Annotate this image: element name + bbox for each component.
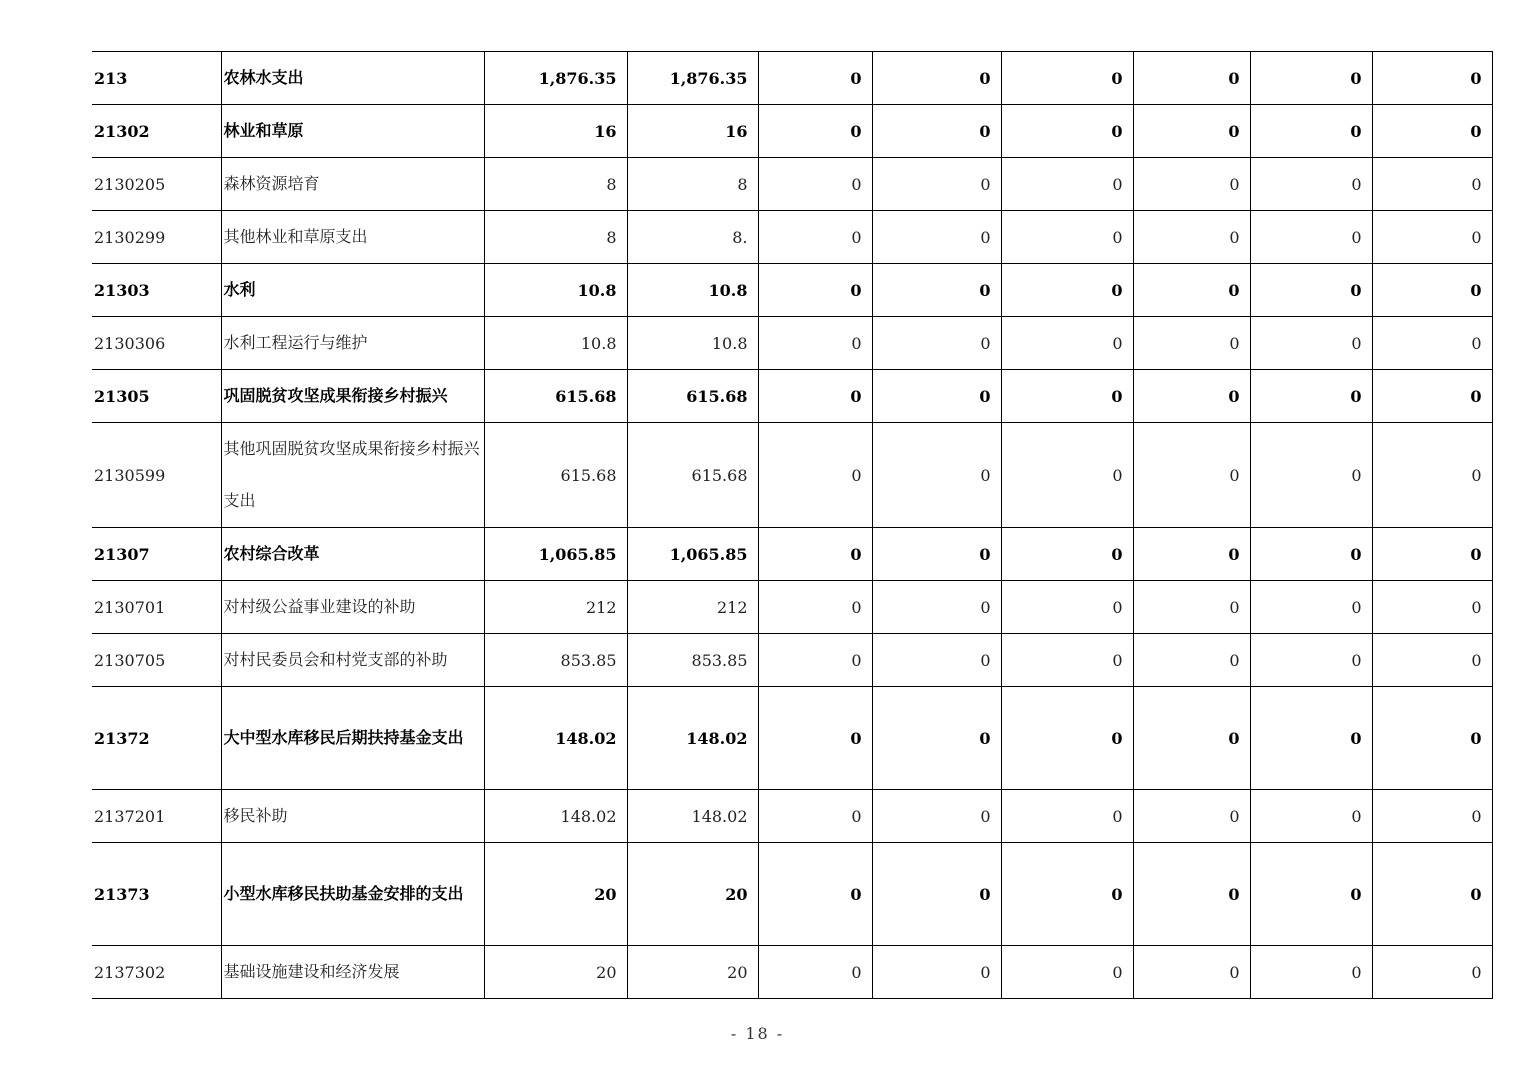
table-row — [92, 581, 1492, 634]
amount-cell: 0 — [872, 317, 1001, 370]
subject-code-cell: 2130705 — [92, 634, 221, 687]
subject-code-cell: 2130599 — [92, 423, 221, 528]
amount-cell: 0 — [1001, 528, 1133, 581]
amount-cell: 615.68 — [627, 370, 758, 423]
amount-cell: 1,065.85 — [484, 528, 627, 581]
table-row — [92, 317, 1492, 370]
table-row — [92, 634, 1492, 687]
amount-cell: 8 — [484, 211, 627, 264]
amount-cell: 615.68 — [484, 423, 627, 528]
amount-cell: 0 — [1001, 370, 1133, 423]
subject-code-cell: 21372 — [92, 687, 221, 790]
amount-cell: 0 — [1250, 264, 1372, 317]
subject-name-cell: 其他巩固脱贫攻坚成果衔接乡村振兴支出 — [221, 423, 484, 528]
amount-cell: 0 — [1133, 843, 1250, 946]
amount-cell: 0 — [1250, 105, 1372, 158]
amount-cell: 0 — [1001, 843, 1133, 946]
amount-cell: 0 — [758, 581, 872, 634]
subject-code-cell: 21307 — [92, 528, 221, 581]
table-row — [92, 687, 1492, 790]
amount-cell: 0 — [1133, 528, 1250, 581]
amount-cell: 0 — [872, 790, 1001, 843]
amount-cell: 0 — [1372, 790, 1492, 843]
amount-cell: 1,876.35 — [484, 52, 627, 105]
table-row — [92, 790, 1492, 843]
amount-cell: 0 — [1250, 634, 1372, 687]
table-row — [92, 105, 1492, 158]
table-row — [92, 528, 1492, 581]
amount-cell: 0 — [1372, 843, 1492, 946]
amount-cell: 0 — [758, 423, 872, 528]
amount-cell: 0 — [1372, 581, 1492, 634]
amount-cell: 0 — [758, 264, 872, 317]
subject-code-cell: 2137302 — [92, 946, 221, 999]
amount-cell: 0 — [1250, 790, 1372, 843]
amount-cell: 0 — [1250, 687, 1372, 790]
amount-cell: 0 — [1001, 158, 1133, 211]
subject-name-cell: 水利工程运行与维护 — [221, 317, 484, 370]
subject-code-cell: 2130205 — [92, 158, 221, 211]
amount-cell: 0 — [1250, 211, 1372, 264]
subject-name-cell: 大中型水库移民后期扶持基金支出 — [221, 687, 484, 790]
amount-cell: 0 — [1250, 317, 1372, 370]
amount-cell: 0 — [872, 634, 1001, 687]
amount-cell: 0 — [1250, 370, 1372, 423]
amount-cell: 0 — [1250, 843, 1372, 946]
amount-cell: 0 — [872, 105, 1001, 158]
amount-cell: 0 — [1001, 687, 1133, 790]
amount-cell: 0 — [1133, 52, 1250, 105]
amount-cell: 615.68 — [484, 370, 627, 423]
amount-cell: 0 — [1372, 105, 1492, 158]
subject-code-cell: 2130701 — [92, 581, 221, 634]
amount-cell: 0 — [1372, 946, 1492, 999]
page-number: - 18 - — [730, 1024, 785, 1043]
table-row — [92, 370, 1492, 423]
amount-cell: 20 — [484, 946, 627, 999]
amount-cell: 0 — [872, 843, 1001, 946]
amount-cell: 0 — [1372, 634, 1492, 687]
amount-cell: 20 — [484, 843, 627, 946]
amount-cell: 0 — [1001, 105, 1133, 158]
amount-cell: 212 — [627, 581, 758, 634]
amount-cell: 10.8 — [627, 264, 758, 317]
amount-cell: 16 — [484, 105, 627, 158]
amount-cell: 0 — [1001, 581, 1133, 634]
amount-cell: 0 — [758, 105, 872, 158]
subject-code-cell: 21302 — [92, 105, 221, 158]
amount-cell: 0 — [1133, 423, 1250, 528]
amount-cell: 0 — [1133, 317, 1250, 370]
amount-cell: 0 — [1001, 52, 1133, 105]
amount-cell: 0 — [1001, 946, 1133, 999]
amount-cell: 0 — [872, 158, 1001, 211]
amount-cell: 0 — [1250, 423, 1372, 528]
amount-cell: 0 — [1372, 370, 1492, 423]
amount-cell: 212 — [484, 581, 627, 634]
amount-cell: 0 — [872, 946, 1001, 999]
amount-cell: 0 — [1250, 52, 1372, 105]
table-row — [92, 211, 1492, 264]
amount-cell: 0 — [1133, 370, 1250, 423]
subject-name-cell: 对村民委员会和村党支部的补助 — [221, 634, 484, 687]
amount-cell: 0 — [1001, 264, 1133, 317]
table-row — [92, 264, 1492, 317]
table-row — [92, 52, 1492, 105]
table-row — [92, 158, 1492, 211]
amount-cell: 0 — [1133, 158, 1250, 211]
amount-cell: 0 — [758, 370, 872, 423]
subject-name-cell: 对村级公益事业建设的补助 — [221, 581, 484, 634]
amount-cell: 0 — [872, 687, 1001, 790]
amount-cell: 10.8 — [627, 317, 758, 370]
amount-cell: 0 — [1001, 317, 1133, 370]
subject-code-cell: 2130299 — [92, 211, 221, 264]
amount-cell: 0 — [1133, 790, 1250, 843]
amount-cell: 0 — [1133, 264, 1250, 317]
amount-cell: 0 — [1250, 528, 1372, 581]
amount-cell: 0 — [1001, 634, 1133, 687]
amount-cell: 0 — [758, 687, 872, 790]
amount-cell: 10.8 — [484, 317, 627, 370]
amount-cell: 0 — [872, 211, 1001, 264]
amount-cell: 0 — [872, 52, 1001, 105]
subject-name-cell: 水利 — [221, 264, 484, 317]
amount-cell: 148.02 — [484, 790, 627, 843]
amount-cell: 853.85 — [627, 634, 758, 687]
amount-cell: 8 — [627, 158, 758, 211]
amount-cell: 0 — [758, 158, 872, 211]
amount-cell: 0 — [758, 317, 872, 370]
amount-cell: 20 — [627, 946, 758, 999]
subject-code-cell: 2130306 — [92, 317, 221, 370]
amount-cell: 10.8 — [484, 264, 627, 317]
amount-cell: 0 — [872, 264, 1001, 317]
amount-cell: 0 — [1372, 317, 1492, 370]
amount-cell: 16 — [627, 105, 758, 158]
amount-cell: 0 — [1001, 211, 1133, 264]
subject-code-cell: 2137201 — [92, 790, 221, 843]
amount-cell: 20 — [627, 843, 758, 946]
amount-cell: 0 — [1250, 581, 1372, 634]
amount-cell: 0 — [872, 370, 1001, 423]
amount-cell: 0 — [1372, 52, 1492, 105]
subject-name-cell: 农林水支出 — [221, 52, 484, 105]
table-row — [92, 423, 1492, 528]
amount-cell: 0 — [758, 528, 872, 581]
amount-cell: 0 — [758, 843, 872, 946]
amount-cell: 0 — [1372, 687, 1492, 790]
amount-cell: 1,065.85 — [627, 528, 758, 581]
amount-cell: 1,876.35 — [627, 52, 758, 105]
subject-name-cell: 小型水库移民扶助基金安排的支出 — [221, 843, 484, 946]
amount-cell: 0 — [758, 52, 872, 105]
amount-cell: 615.68 — [627, 423, 758, 528]
subject-name-cell: 基础设施建设和经济发展 — [221, 946, 484, 999]
subject-name-cell: 森林资源培育 — [221, 158, 484, 211]
amount-cell: 0 — [1001, 423, 1133, 528]
amount-cell: 0 — [1001, 790, 1133, 843]
subject-code-cell: 21305 — [92, 370, 221, 423]
amount-cell: 0 — [1372, 528, 1492, 581]
subject-name-cell: 巩固脱贫攻坚成果衔接乡村振兴 — [221, 370, 484, 423]
amount-cell: 0 — [872, 423, 1001, 528]
amount-cell: 0 — [1372, 158, 1492, 211]
subject-name-cell: 其他林业和草原支出 — [221, 211, 484, 264]
amount-cell: 148.02 — [484, 687, 627, 790]
table-row — [92, 946, 1492, 999]
budget-table — [92, 51, 1493, 999]
amount-cell: 0 — [1133, 105, 1250, 158]
amount-cell: 0 — [1372, 211, 1492, 264]
amount-cell: 0 — [758, 790, 872, 843]
table-row — [92, 843, 1492, 946]
subject-code-cell: 21373 — [92, 843, 221, 946]
amount-cell: 0 — [872, 528, 1001, 581]
amount-cell: 0 — [1372, 264, 1492, 317]
amount-cell: 0 — [872, 581, 1001, 634]
amount-cell: 0 — [1133, 946, 1250, 999]
subject-name-cell: 农村综合改革 — [221, 528, 484, 581]
subject-name-cell: 林业和草原 — [221, 105, 484, 158]
subject-code-cell: 213 — [92, 52, 221, 105]
amount-cell: 0 — [1133, 634, 1250, 687]
table-body — [92, 52, 1492, 999]
amount-cell: 0 — [1133, 211, 1250, 264]
subject-name-cell: 移民补助 — [221, 790, 484, 843]
amount-cell: 0 — [1372, 423, 1492, 528]
amount-cell: 0 — [1250, 946, 1372, 999]
amount-cell: 0 — [758, 211, 872, 264]
amount-cell: 148.02 — [627, 790, 758, 843]
amount-cell: 0 — [758, 946, 872, 999]
amount-cell: 0 — [758, 634, 872, 687]
amount-cell: 148.02 — [627, 687, 758, 790]
amount-cell: 0 — [1133, 581, 1250, 634]
amount-cell: 0 — [1250, 158, 1372, 211]
amount-cell: 8 — [484, 158, 627, 211]
amount-cell: 0 — [1133, 687, 1250, 790]
amount-cell: 853.85 — [484, 634, 627, 687]
amount-cell: 8. — [627, 211, 758, 264]
subject-code-cell: 21303 — [92, 264, 221, 317]
